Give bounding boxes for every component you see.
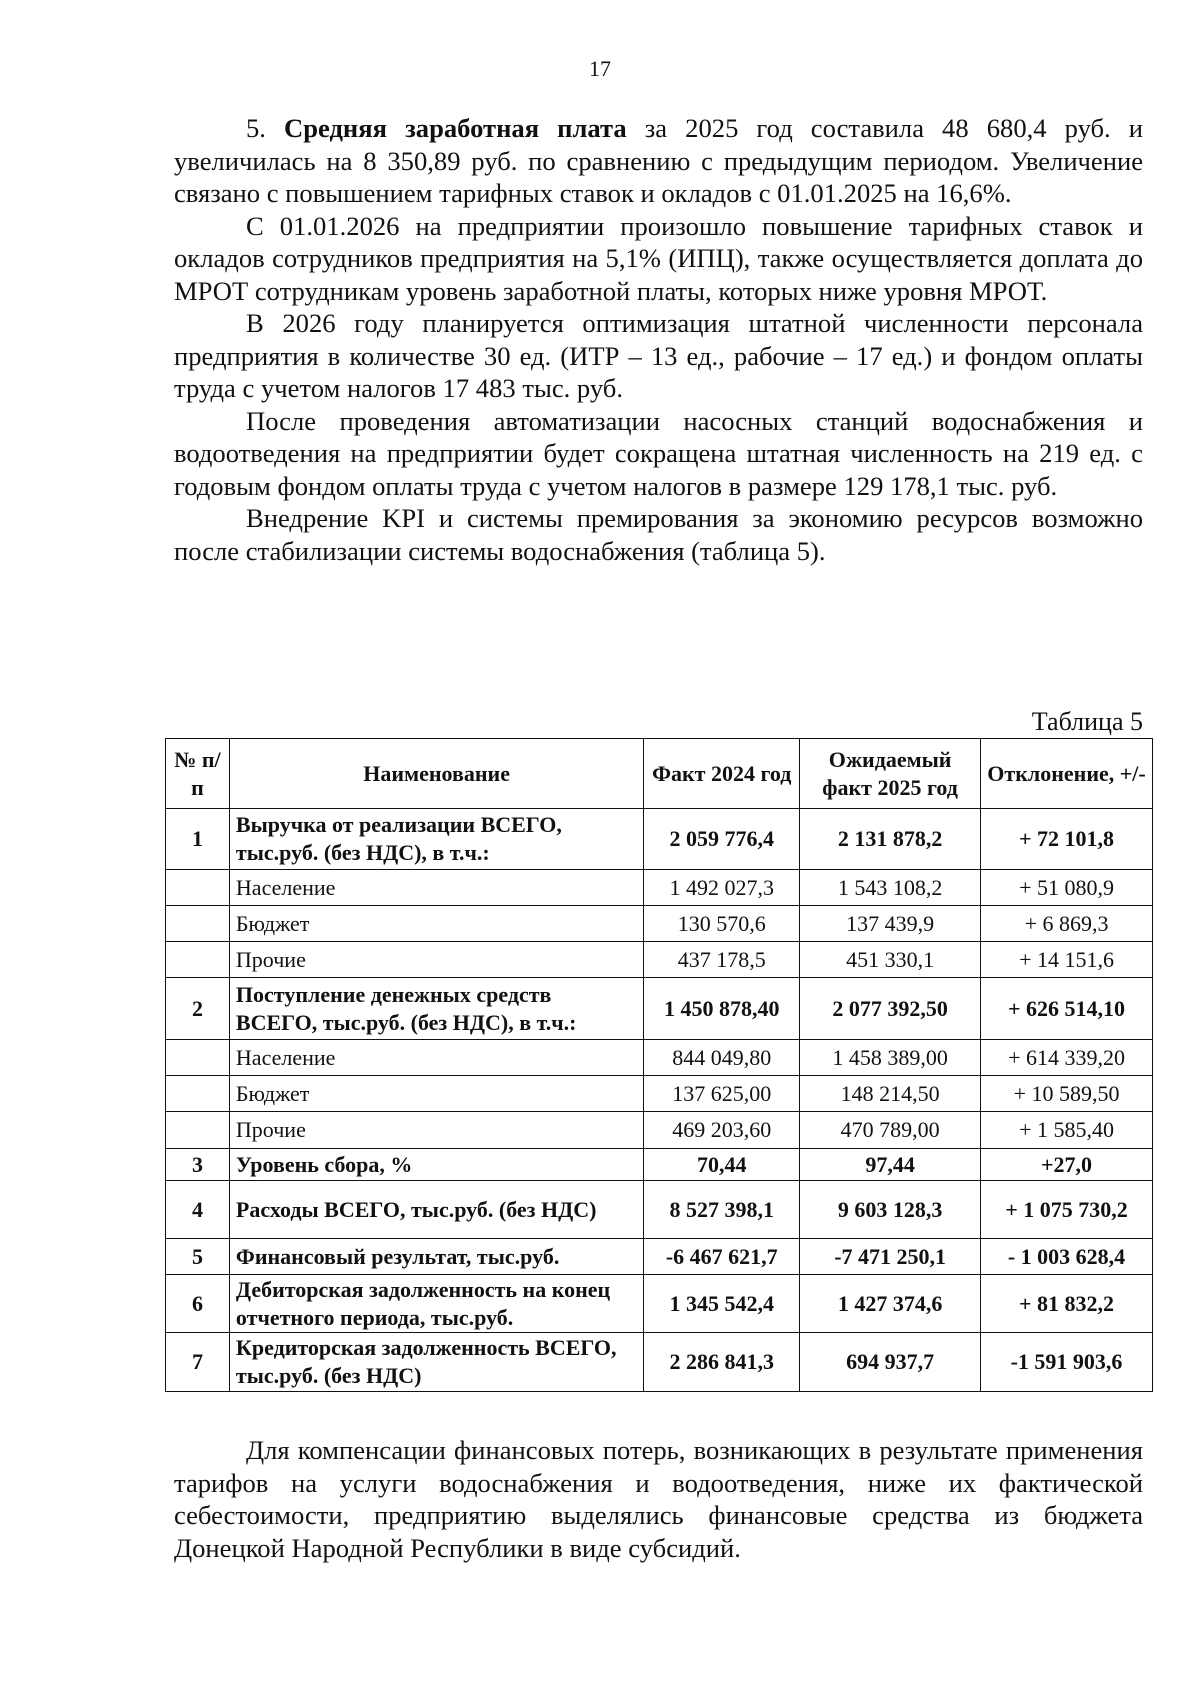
- cell-deviation: +27,0: [981, 1149, 1153, 1181]
- table-header-row: [166, 739, 1153, 809]
- paragraph-staff-optimization: В 2026 году планируется оптимизация штатной численности персонала предприятия в количестве 30 ед. (ИТР – 13 ед., рабочие – 17 ед.) и фондом оплаты труда с учетом налогов 17 483 тыс. руб.: [174, 308, 1143, 403]
- cell-fact: 1 492 027,3: [644, 870, 800, 906]
- paragraph-text: за 2025 год составила 48 680,4 руб. и увеличилась на 8 350,89 руб. по сравнению с предыдущим периодом. Увеличение связано с повышением тарифных ставок и окладов с 01.01.2025 на 16,6%.: [174, 113, 1144, 208]
- cell-fact: 1 450 878,40: [644, 978, 800, 1040]
- cell-fact: 130 570,6: [644, 906, 800, 942]
- cell-deviation: -1 591 903,6: [981, 1333, 1153, 1392]
- cell-name: Расходы ВСЕГО, тыс.руб. (без НДС): [229, 1181, 643, 1239]
- header-fact: Факт 2024 год: [644, 739, 800, 809]
- cell-deviation: + 81 832,2: [981, 1275, 1153, 1333]
- cell-name: Прочие: [229, 942, 643, 978]
- header-num: № п/п: [166, 739, 230, 809]
- cell-deviation: + 614 339,20: [981, 1040, 1153, 1076]
- paragraph-subsidies: Для компенсации финансовых потерь, возникающих в результате применения тарифов на услуги водоснабжения и водоотведения, ниже их фактической себестоимости, предприятию выделялись финансовые средства из бюджета Донецкой Народной Республики в виде субсидий.: [174, 1435, 1143, 1563]
- body-text: [174, 112, 1143, 567]
- paragraph-prefix: 5.: [246, 113, 285, 143]
- cell-expected: 2 131 878,2: [800, 809, 981, 870]
- cell-fact: 437 178,5: [644, 942, 800, 978]
- page-number: 17: [589, 56, 611, 81]
- table-row: [166, 809, 1153, 870]
- cell-num: [166, 1040, 230, 1076]
- cell-name: Прочие: [229, 1112, 643, 1149]
- cell-num: [166, 870, 230, 906]
- paragraph-tariff-increase: С 01.01.2026 на предприятии произошло повышение тарифных ставок и окладов сотрудников предприятия на 5,1% (ИПЦ), также осуществляется доплата до МРОТ сотрудникам уровень заработной платы, которых ниже уровня МРОТ.: [174, 210, 1143, 306]
- cell-expected: 9 603 128,3: [800, 1181, 981, 1239]
- table-row: [166, 1181, 1153, 1239]
- table-row: [166, 1149, 1153, 1181]
- header-deviation: Отклонение, +/-: [981, 739, 1153, 809]
- cell-name: Население: [229, 1040, 643, 1076]
- cell-num: [166, 906, 230, 942]
- header-expected: Ожидаемый факт 2025 год: [800, 739, 981, 809]
- cell-fact: 8 527 398,1: [644, 1181, 800, 1239]
- cell-num: 6: [166, 1275, 230, 1333]
- cell-fact: 844 049,80: [644, 1040, 800, 1076]
- cell-fact: 2 286 841,3: [644, 1333, 800, 1392]
- cell-expected: 1 458 389,00: [800, 1040, 981, 1076]
- closing-text: [174, 1434, 1143, 1564]
- cell-fact: 2 059 776,4: [644, 809, 800, 870]
- cell-name: Бюджет: [229, 906, 643, 942]
- cell-expected: 694 937,7: [800, 1333, 981, 1392]
- cell-name: Дебиторская задолженность на конец отчетного периода, тыс.руб.: [229, 1275, 643, 1333]
- cell-deviation: + 1 075 730,2: [981, 1181, 1153, 1239]
- cell-name: Бюджет: [229, 1076, 643, 1112]
- cell-fact: -6 467 621,7: [644, 1239, 800, 1275]
- cell-num: 2: [166, 978, 230, 1040]
- cell-expected: -7 471 250,1: [800, 1239, 981, 1275]
- cell-expected: 97,44: [800, 1149, 981, 1181]
- cell-expected: 451 330,1: [800, 942, 981, 978]
- cell-name: Население: [229, 870, 643, 906]
- cell-deviation: + 14 151,6: [981, 942, 1153, 978]
- cell-fact: 469 203,60: [644, 1112, 800, 1149]
- paragraph-average-salary: [174, 112, 1143, 210]
- cell-expected: 470 789,00: [800, 1112, 981, 1149]
- table-row: [166, 1239, 1153, 1275]
- cell-deviation: - 1 003 628,4: [981, 1239, 1153, 1275]
- cell-deviation: + 6 869,3: [981, 906, 1153, 942]
- cell-name: Поступление денежных средств ВСЕГО, тыс.руб. (без НДС), в т.ч.:: [229, 978, 643, 1040]
- cell-expected: 148 214,50: [800, 1076, 981, 1112]
- cell-deviation: + 72 101,8: [981, 809, 1153, 870]
- cell-num: [166, 1076, 230, 1112]
- cell-deviation: + 1 585,40: [981, 1112, 1153, 1149]
- cell-num: 1: [166, 809, 230, 870]
- paragraph-automation: После проведения автоматизации насосных станций водоснабжения и водоотведения на предприятии будет сокращена штатная численность на 219 ед. с годовым фондом оплаты труда с учетом налогов в размере 129 178,1 тыс. руб.: [174, 405, 1143, 501]
- table-caption: Таблица 5: [1031, 707, 1143, 736]
- cell-name: Кредиторская задолженность ВСЕГО, тыс.руб. (без НДС): [229, 1333, 643, 1392]
- cell-num: [166, 1112, 230, 1149]
- cell-num: [166, 942, 230, 978]
- cell-num: 5: [166, 1239, 230, 1275]
- table-row: [166, 942, 1153, 978]
- cell-name: Уровень сбора, %: [229, 1149, 643, 1181]
- cell-deviation: + 51 080,9: [981, 870, 1153, 906]
- table-row: [166, 906, 1153, 942]
- table-row: [166, 1275, 1153, 1333]
- cell-name: Финансовый результат, тыс.руб.: [229, 1239, 643, 1275]
- cell-fact: 70,44: [644, 1149, 800, 1181]
- paragraph-kpi: Внедрение KPI и системы премирования за экономию ресурсов возможно после стабилизации системы водоснабжения (таблица 5).: [174, 503, 1143, 566]
- table-row: [166, 1040, 1153, 1076]
- bold-term: Средняя заработная плата: [284, 113, 627, 143]
- cell-num: 7: [166, 1333, 230, 1392]
- table-row: [166, 870, 1153, 906]
- table-row: [166, 1333, 1153, 1392]
- cell-expected: 1 427 374,6: [800, 1275, 981, 1333]
- header-name: Наименование: [229, 739, 643, 809]
- cell-deviation: + 626 514,10: [981, 978, 1153, 1040]
- cell-name: Выручка от реализации ВСЕГО, тыс.руб. (без НДС), в т.ч.:: [229, 809, 643, 870]
- cell-expected: 137 439,9: [800, 906, 981, 942]
- cell-expected: 2 077 392,50: [800, 978, 981, 1040]
- table-row: [166, 1112, 1153, 1149]
- cell-num: 4: [166, 1181, 230, 1239]
- cell-fact: 1 345 542,4: [644, 1275, 800, 1333]
- cell-fact: 137 625,00: [644, 1076, 800, 1112]
- cell-expected: 1 543 108,2: [800, 870, 981, 906]
- table-row: [166, 978, 1153, 1040]
- cell-deviation: + 10 589,50: [981, 1076, 1153, 1112]
- cell-num: 3: [166, 1149, 230, 1181]
- financial-table: [165, 738, 1153, 1392]
- table-row: [166, 1076, 1153, 1112]
